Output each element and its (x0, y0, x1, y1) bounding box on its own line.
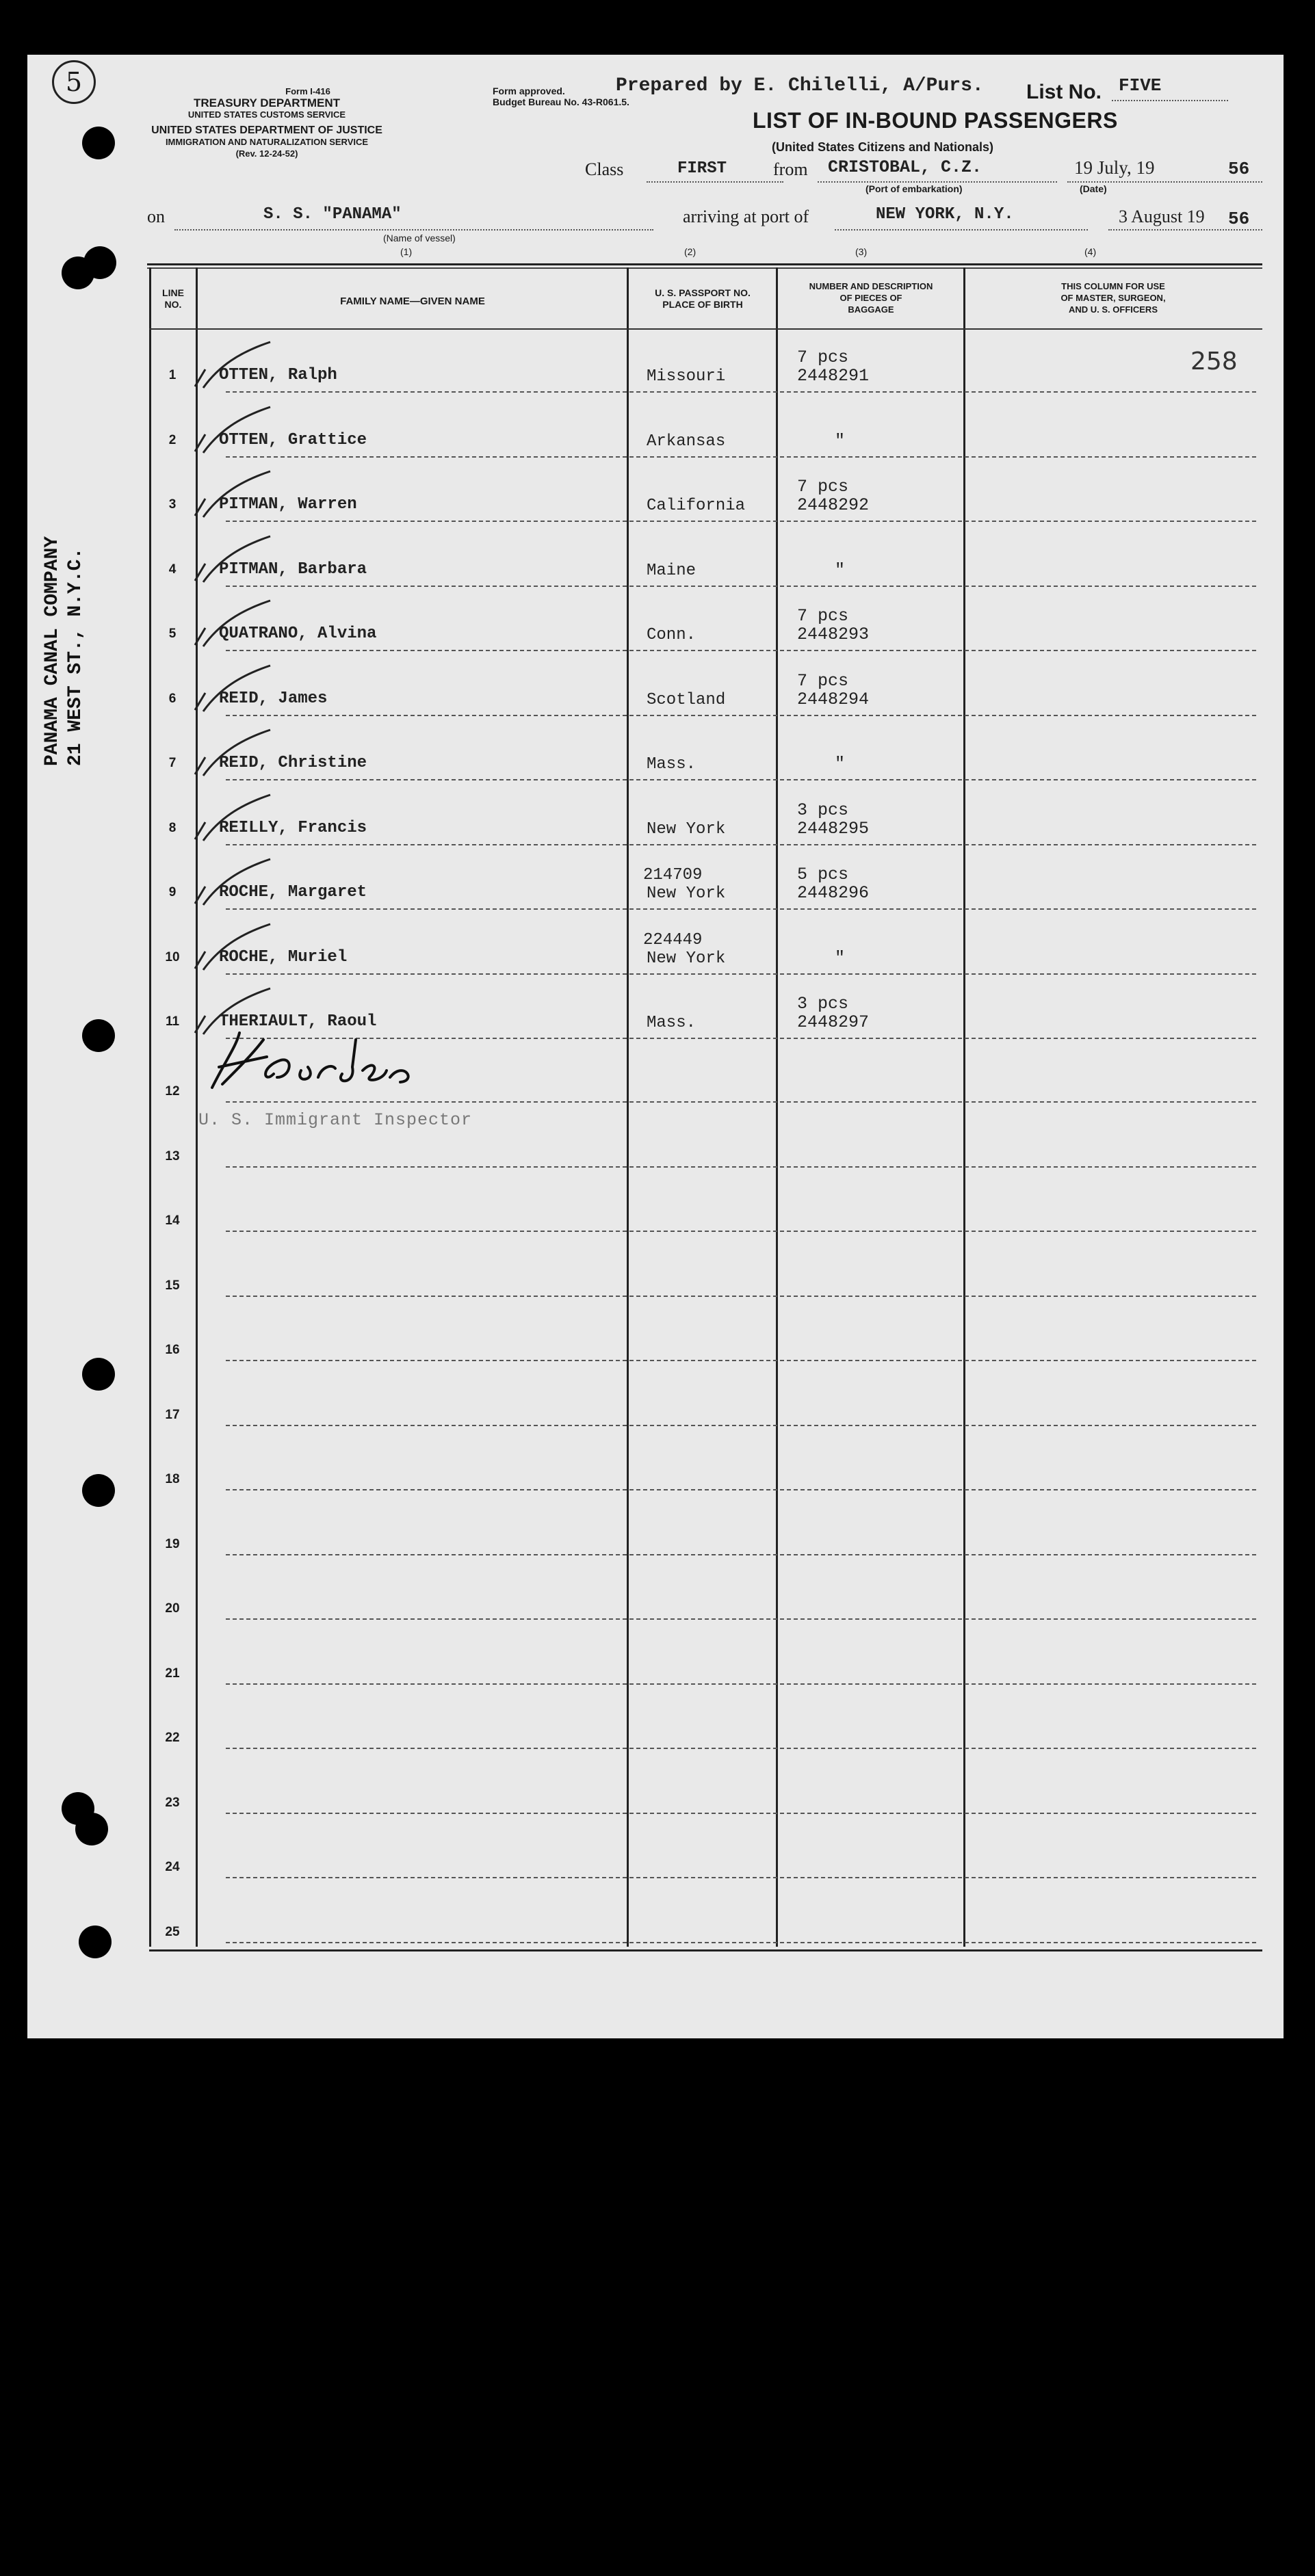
baggage-number: 2448296 (797, 883, 870, 903)
row-rule (226, 1231, 1256, 1232)
list-no-rule (1112, 100, 1228, 101)
form-ins: IMMIGRATION AND NATURALIZATION SERVICE (165, 137, 369, 147)
row-rule (226, 456, 1256, 458)
row-line-number: 8 (168, 820, 177, 835)
baggage-number: " (835, 947, 846, 968)
departure-date: 19 July, 19 (1074, 157, 1155, 178)
baggage-number: 2448294 (797, 689, 870, 709)
row-rule (226, 844, 1256, 845)
page-number: 258 (1190, 347, 1238, 376)
column-num-2: (2) (684, 246, 696, 257)
form-department: TREASURY DEPARTMENT (193, 96, 341, 109)
row-line-number: 25 (165, 1924, 180, 1939)
page-subtitle: (United States Citizens and Nationals) (772, 140, 994, 154)
row-rule (226, 1683, 1256, 1685)
table-top-rule (147, 263, 1262, 265)
vessel-column-num: (1) (400, 246, 413, 257)
check-mark-icon (181, 404, 277, 458)
row-line-number: 23 (165, 1795, 180, 1810)
class-label: Class (585, 159, 624, 179)
row-line-number: 22 (165, 1731, 180, 1745)
form-number: Form I-416 (285, 86, 330, 96)
place-of-birth: Scotland (647, 690, 726, 709)
row-rule (226, 1360, 1256, 1361)
check-mark-icon (181, 921, 277, 975)
baggage-pieces: 7 pcs (797, 670, 849, 691)
check-mark-icon (181, 339, 277, 393)
row-rule (226, 908, 1256, 910)
row-line-number: 6 (168, 691, 177, 706)
row-line-number: 4 (168, 562, 177, 577)
row-rule (226, 1618, 1256, 1620)
from-value: CRISTOBAL, C.Z. (828, 157, 982, 177)
margin-stamp-line1: PANAMA CANAL COMPANY (42, 536, 63, 766)
baggage-number: 2448297 (797, 1012, 870, 1032)
place-of-birth: Maine (647, 561, 696, 580)
header-officers: THIS COLUMN FOR USE OF MASTER, SURGEON, AND U. S. OFFICERS (1060, 281, 1166, 315)
passport-number: 214709 (643, 866, 703, 884)
row-line-number: 14 (165, 1213, 180, 1228)
manifest-sheet (27, 55, 1284, 2038)
baggage-pieces: 5 pcs (797, 865, 849, 884)
row-rule (226, 1554, 1256, 1555)
row-rule (226, 1425, 1256, 1426)
row-rule (226, 1813, 1256, 1814)
passenger-name: REILLY, Francis (219, 818, 367, 837)
passenger-name: THERIAULT, Raoul (219, 1012, 377, 1031)
check-mark-icon (181, 662, 277, 717)
baggage-number: " (835, 560, 846, 580)
check-mark-icon (181, 791, 277, 846)
page-title: LIST OF IN-BOUND PASSENGERS (753, 108, 1118, 133)
row-rule (226, 1942, 1256, 1943)
punch-hole (82, 127, 115, 159)
row-line-number: 18 (165, 1472, 180, 1486)
form-rev: (Rev. 12-24-52) (235, 148, 298, 159)
punch-hole (82, 1358, 115, 1391)
row-rule (226, 1101, 1256, 1103)
punch-hole (79, 1926, 112, 1958)
row-line-number: 10 (165, 949, 180, 964)
class-rule (647, 181, 783, 183)
passenger-name: QUATRANO, Alvina (219, 625, 377, 643)
row-rule (226, 1166, 1256, 1168)
baggage-number: 2448291 (797, 366, 870, 386)
row-rule (226, 586, 1256, 587)
approval-block (493, 86, 629, 107)
place-of-birth: Missouri (647, 367, 726, 386)
check-mark-icon (181, 726, 277, 781)
form-block (144, 86, 390, 159)
passenger-name: OTTEN, Ralph (219, 366, 337, 384)
arrival-port: NEW YORK, N.Y. (876, 205, 1014, 224)
baggage-number: " (835, 430, 846, 451)
row-rule (226, 779, 1256, 780)
row-rule (226, 1748, 1256, 1749)
col-divider-name (627, 267, 629, 1947)
row-rule (226, 1296, 1256, 1297)
punch-hole (82, 1019, 115, 1052)
punch-hole (75, 1813, 108, 1845)
place-of-birth: New York (647, 819, 726, 839)
place-of-birth: Conn. (647, 626, 696, 644)
row-line-number: 3 (168, 497, 177, 512)
place-of-birth: California (647, 497, 746, 515)
passenger-name: PITMAN, Warren (219, 495, 357, 514)
header-baggage: NUMBER AND DESCRIPTION OF PIECES OF BAGGAGE (809, 281, 933, 315)
prepared-by: Prepared by E. Chilelli, A/Purs. (616, 75, 984, 96)
baggage-pieces: 3 pcs (797, 994, 849, 1014)
margin-stamp-line2: 21 WEST ST., N.Y.C. (65, 547, 86, 766)
row-line-number: 19 (165, 1536, 180, 1551)
row-rule (226, 715, 1256, 716)
col-divider-passport (776, 267, 778, 1947)
arrival-date: 3 August 19 (1119, 207, 1205, 226)
place-of-birth: Arkansas (647, 432, 726, 451)
place-of-birth: New York (647, 949, 726, 968)
inspector-signature (198, 1019, 458, 1101)
passenger-name: PITMAN, Barbara (219, 560, 367, 579)
corner-mark: 5 (52, 60, 96, 104)
row-line-number: 11 (165, 1014, 180, 1029)
arriving-label: arriving at port of (683, 207, 809, 226)
row-line-number: 16 (165, 1343, 180, 1357)
approval-line1: Form approved. (493, 86, 565, 96)
row-line-number: 21 (165, 1666, 180, 1681)
baggage-pieces: 7 pcs (797, 347, 849, 367)
passenger-name: ROCHE, Margaret (219, 883, 367, 902)
form-service: UNITED STATES CUSTOMS SERVICE (187, 109, 346, 120)
vessel-rule (174, 229, 653, 231)
departure-year: 56 (1228, 159, 1250, 179)
row-line-number: 13 (165, 1148, 180, 1164)
passport-number: 224449 (643, 930, 703, 949)
row-line-number: 24 (165, 1860, 180, 1874)
vessel-caption: (Name of vessel) (383, 233, 456, 244)
approval-line2: Budget Bureau No. 43-R061.5. (493, 96, 629, 107)
row-line-number: 1 (168, 368, 177, 382)
arrival-year: 56 (1228, 209, 1250, 229)
margin-stamp (41, 536, 88, 766)
header-passport: U. S. PASSPORT NO. PLACE OF BIRTH (655, 287, 751, 310)
vessel-name: S. S. "PANAMA" (263, 205, 402, 224)
row-rule (226, 521, 1256, 522)
punch-hole (82, 1474, 115, 1507)
check-mark-icon (181, 856, 277, 910)
passenger-name: ROCHE, Muriel (219, 947, 348, 967)
table-top-rule-2 (147, 267, 1262, 269)
passenger-name: OTTEN, Grattice (219, 430, 367, 449)
header-line-no: LINE NO. (162, 287, 184, 310)
baggage-number: 2448293 (797, 625, 870, 644)
arrival-port-rule (835, 229, 1088, 231)
row-line-number: 17 (165, 1407, 180, 1422)
check-mark-icon (181, 533, 277, 588)
passenger-name: REID, James (219, 689, 328, 708)
from-caption: (Port of embarkation) (865, 183, 963, 194)
row-line-number: 7 (168, 756, 177, 770)
row-rule (226, 973, 1256, 975)
check-mark-icon (181, 468, 277, 523)
row-rule (226, 650, 1256, 651)
baggage-number: " (835, 754, 846, 774)
col-divider-baggage (963, 267, 965, 1947)
list-no-label: List No. (1026, 81, 1102, 103)
baggage-number: 2448295 (797, 818, 870, 839)
table-left-border (149, 267, 151, 1947)
row-line-number: 20 (165, 1601, 180, 1616)
column-num-3: (3) (855, 246, 868, 257)
row-line-number: 9 (168, 885, 177, 899)
row-rule (226, 391, 1256, 393)
row-line-number: 12 (165, 1084, 180, 1099)
row-line-number: 15 (165, 1278, 180, 1293)
header-bottom-rule (149, 328, 1262, 330)
on-label: on (147, 207, 165, 226)
header-name: FAMILY NAME—GIVEN NAME (340, 295, 485, 307)
baggage-pieces: 7 pcs (797, 606, 849, 626)
form-justice: UNITED STATES DEPARTMENT OF JUSTICE (151, 124, 382, 136)
place-of-birth: Mass. (647, 755, 696, 774)
from-rule (818, 181, 1057, 183)
arrival-date-rule (1108, 229, 1262, 231)
check-mark-icon (181, 597, 277, 652)
baggage-pieces: 3 pcs (797, 800, 849, 820)
class-value: FIRST (677, 159, 727, 178)
list-no-value: FIVE (1119, 75, 1162, 96)
table-bottom-rule (149, 1949, 1262, 1951)
passenger-name: REID, Christine (219, 754, 367, 772)
place-of-birth: New York (647, 884, 726, 903)
column-num-4: (4) (1084, 246, 1097, 257)
row-line-number: 2 (168, 432, 177, 447)
baggage-pieces: 7 pcs (797, 477, 849, 497)
baggage-number: 2448292 (797, 495, 870, 515)
row-rule (226, 1489, 1256, 1490)
row-rule (226, 1877, 1256, 1878)
row-line-number: 5 (168, 627, 177, 641)
date-rule (1067, 181, 1262, 183)
date-caption: (Date) (1080, 183, 1107, 194)
inspector-label: U. S. Immigrant Inspector (198, 1110, 473, 1130)
place-of-birth: Mass. (647, 1014, 696, 1032)
from-label: from (773, 159, 808, 179)
punch-hole (62, 257, 94, 289)
